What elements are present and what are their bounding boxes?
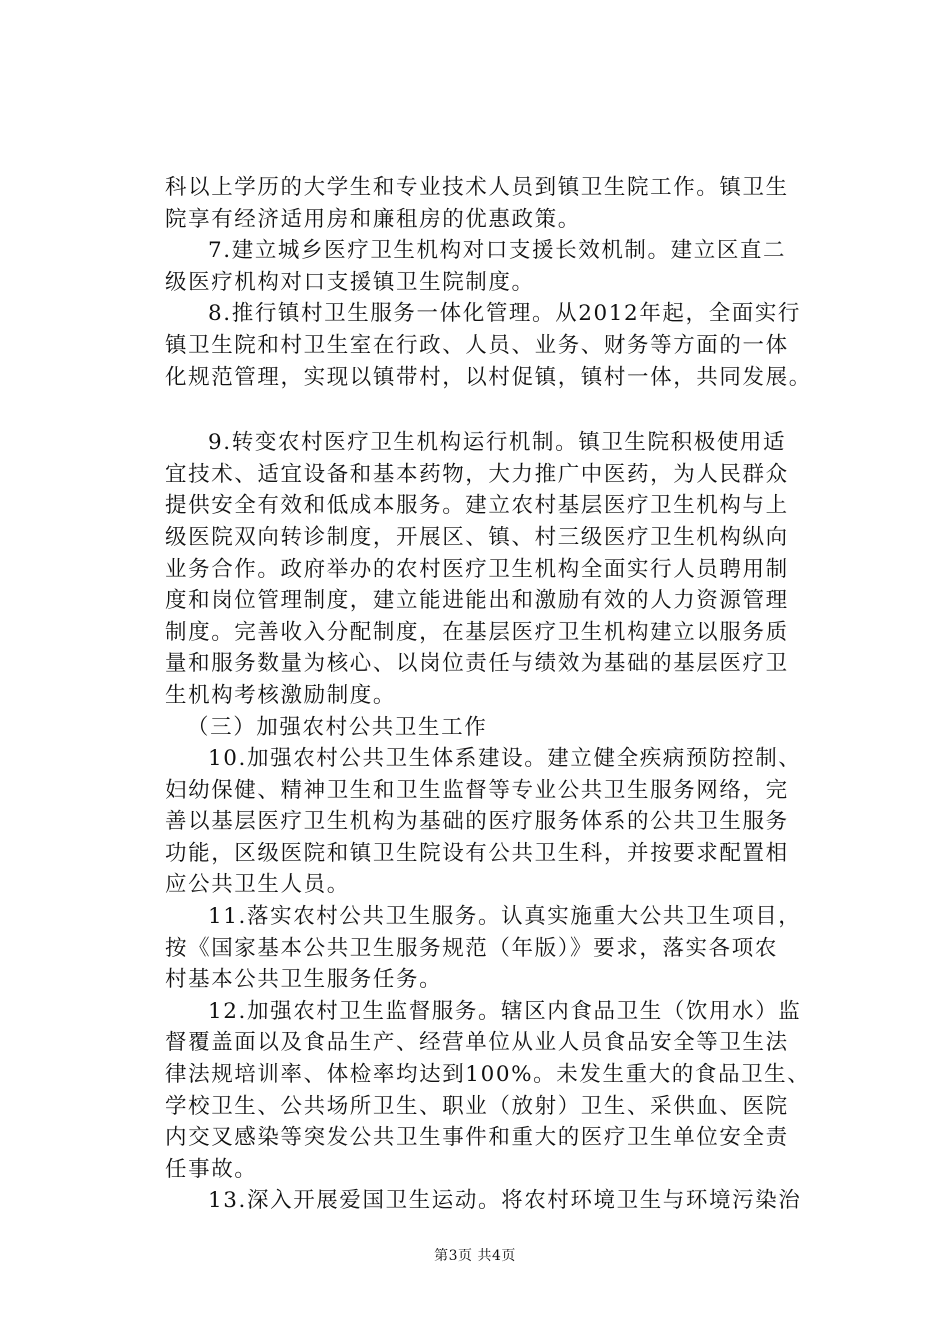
- section-heading: （三）加强农村公共卫生工作: [187, 714, 488, 740]
- text-line: 度和岗位管理制度，建立能进能出和激励有效的人力资源管理: [165, 588, 789, 614]
- paragraph-10-start: 10.加强农村公共卫生体系建设。建立健全疾病预防控制、: [208, 746, 802, 772]
- paragraph-8-start: 8.推行镇村卫生服务一体化管理。从2012年起，全面实行: [208, 301, 802, 327]
- text-line: 级医疗机构对口支援镇卫生院制度。: [165, 269, 535, 295]
- text-line: 量和服务数量为核心、以岗位责任与绩效为基础的基层医疗卫: [165, 651, 789, 677]
- text-line: 化规范管理，实现以镇带村，以村促镇，镇村一体，共同发展。: [165, 364, 812, 390]
- text-line: 应公共卫生人员。: [165, 872, 350, 898]
- paragraph-12-start: 12.加强农村卫生监督服务。辖区内食品卫生（饮用水）监: [208, 998, 802, 1024]
- paragraph-11-start: 11.落实农村公共卫生服务。认真实施重大公共卫生项目，: [208, 904, 802, 930]
- text-line: 村基本公共卫生服务任务。: [165, 967, 443, 993]
- text-line: 级医院双向转诊制度，开展区、镇、村三级医疗卫生机构纵向: [165, 524, 789, 550]
- paragraph-9-start: 9.转变农村医疗卫生机构运行机制。镇卫生院积极使用适: [208, 430, 787, 456]
- page-number-footer: 第3页 共4页: [434, 1248, 516, 1264]
- text-line: 生机构考核激励制度。: [165, 682, 397, 708]
- text-line: 宜技术、适宜设备和基本药物，大力推广中医药，为人民群众: [165, 461, 789, 487]
- text-line: 学校卫生、公共场所卫生、职业（放射）卫生、采供血、医院: [165, 1093, 789, 1119]
- text-line: 督覆盖面以及食品生产、经营单位从业人员食品安全等卫生法: [165, 1030, 789, 1056]
- text-line: 妇幼保健、精神卫生和卫生监督等专业公共卫生服务网络，完: [165, 777, 789, 803]
- paragraph-7-start: 7.建立城乡医疗卫生机构对口支援长效机制。建立区直二: [208, 238, 787, 264]
- paragraph-13-start: 13.深入开展爱国卫生运动。将农村环境卫生与环境污染治: [208, 1188, 802, 1214]
- text-line: 任事故。: [165, 1156, 258, 1182]
- text-line: 业务合作。政府举办的农村医疗卫生机构全面实行人员聘用制: [165, 556, 789, 582]
- text-line: 制度。完善收入分配制度，在基层医疗卫生机构建立以服务质: [165, 619, 789, 645]
- text-line: 科以上学历的大学生和专业技术人员到镇卫生院工作。镇卫生: [165, 175, 789, 200]
- text-line: 内交叉感染等突发公共卫生事件和重大的医疗卫生单位安全责: [165, 1125, 789, 1151]
- text-line: 镇卫生院和村卫生室在行政、人员、业务、财务等方面的一体: [165, 332, 789, 358]
- text-line: 提供安全有效和低成本服务。建立农村基层医疗卫生机构与上: [165, 493, 789, 519]
- text-line: 功能，区级医院和镇卫生院设有公共卫生科，并按要求配置相: [165, 840, 789, 866]
- text-line: 院享有经济适用房和廉租房的优惠政策。: [165, 206, 581, 232]
- text-line: 律法规培训率、体检率均达到100%。未发生重大的食品卫生、: [165, 1062, 811, 1088]
- text-line: 善以基层医疗卫生机构为基础的医疗服务体系的公共卫生服务: [165, 809, 789, 835]
- text-line: 按《国家基本公共卫生服务规范（年版）》要求，落实各项农: [165, 935, 778, 961]
- document-body: [165, 172, 812, 1217]
- paragraph-gap: [165, 393, 805, 427]
